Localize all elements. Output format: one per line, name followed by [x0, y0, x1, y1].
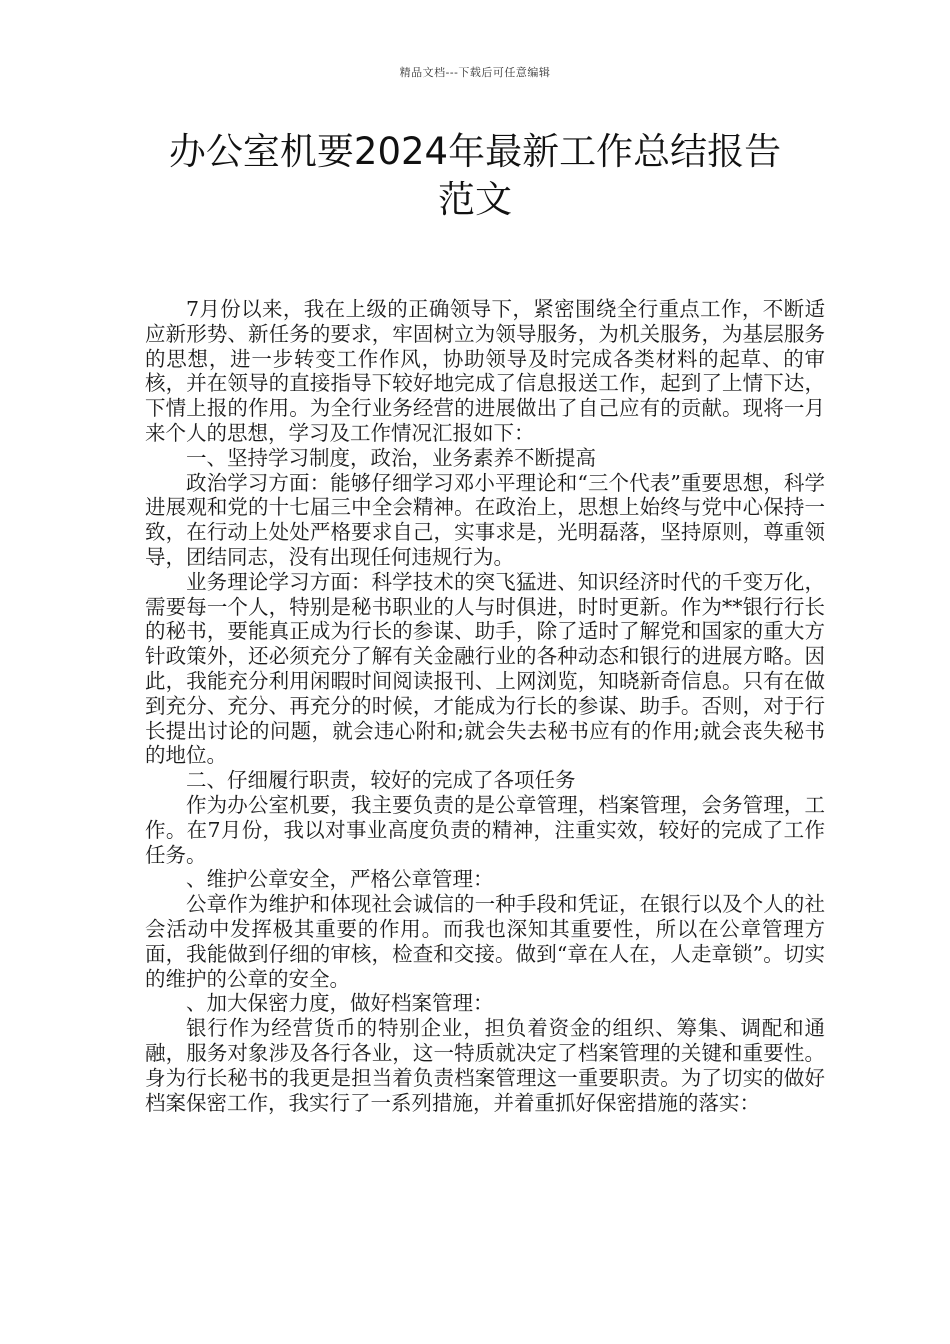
paragraph: 银行作为经营货币的特别企业，担负着资金的组织、筹集、调配和通融，服务对象涉及各行各业，这一特质就决定了档案管理的关键和重要性。身为行长秘书的我更是担当着负责档案管理这一重要职责。为了切实的做好档案保密工作，我实行了一系列措施，并着重抓好保密措施的落实： [145, 1016, 825, 1115]
paragraph: 作为办公室机要，我主要负责的是公章管理，档案管理，会务管理，工作。在7月份，我以对事业高度负责的精神，注重实效，较好的完成了工作任务。 [145, 792, 825, 867]
subsection-heading: 、加大保密力度，做好档案管理： [186, 991, 494, 1016]
header-note: 精品文档---下载后可任意编辑 [399, 66, 551, 79]
section-heading: 二、仔细履行职责，较好的完成了各项任务 [186, 768, 576, 793]
paragraph: 7月份以来，我在上级的正确领导下，紧密围绕全行重点工作，不断适应新形势、新任务的要求，牢固树立为领导服务，为机关服务，为基层服务的思想，进一步转变工作作风，协助领导及时完成各类材料的起草、的审核，并在领导的直接指导下较好地完成了信息报送工作，起到了上情下达，下情上报的作用。为全行业务经营的进展做出了自己应有的贡献。现将一月来个人的思想，学习及工作情况汇报如下： [145, 297, 825, 445]
section-heading: 一、坚持学习制度，政治，业务素养不断提高 [186, 445, 596, 470]
title-line-1: 办公室机要2024年最新工作总结报告 [168, 130, 782, 173]
title-line-2: 范文 [438, 178, 512, 221]
subsection-heading: 、维护公章安全，严格公章管理： [186, 867, 494, 892]
document-body [145, 297, 825, 1115]
document-title [0, 128, 950, 224]
paragraph: 政治学习方面：能够仔细学习邓小平理论和“三个代表”重要思想，科学进展观和党的十七届三中全会精神。在政治上，思想上始终与党中心保持一致，在行动上处处严格要求自己，实事求是，光明磊落，坚持原则，尊重领导，团结同志，没有出现任何违规行为。 [145, 470, 825, 569]
paragraph: 公章作为维护和体现社会诚信的一种手段和凭证，在银行以及个人的社会活动中发挥极其重要的作用。而我也深知其重要性，所以在公章管理方面，我能做到仔细的审核，检查和交接。做到“章在人在，人走章锁”。切实的维护的公章的安全。 [145, 892, 825, 991]
paragraph: 业务理论学习方面：科学技术的突飞猛进、知识经济时代的千变万化，需要每一个人，特别是秘书职业的人与时俱进，时时更新。作为**银行行长的秘书，要能真正成为行长的参谋、助手，除了适时了解党和国家的重大方针政策外，还必须充分了解有关金融行业的各种动态和银行的进展方略。因此，我能充分利用闲暇时间阅读报刊、上网浏览，知晓新奇信息。只有在做到充分、充分、再充分的时候，才能成为行长的参谋、助手。否则，对于行长提出讨论的问题，就会违心附和;就会失去秘书应有的作用;就会丧失秘书的地位。 [145, 569, 825, 768]
